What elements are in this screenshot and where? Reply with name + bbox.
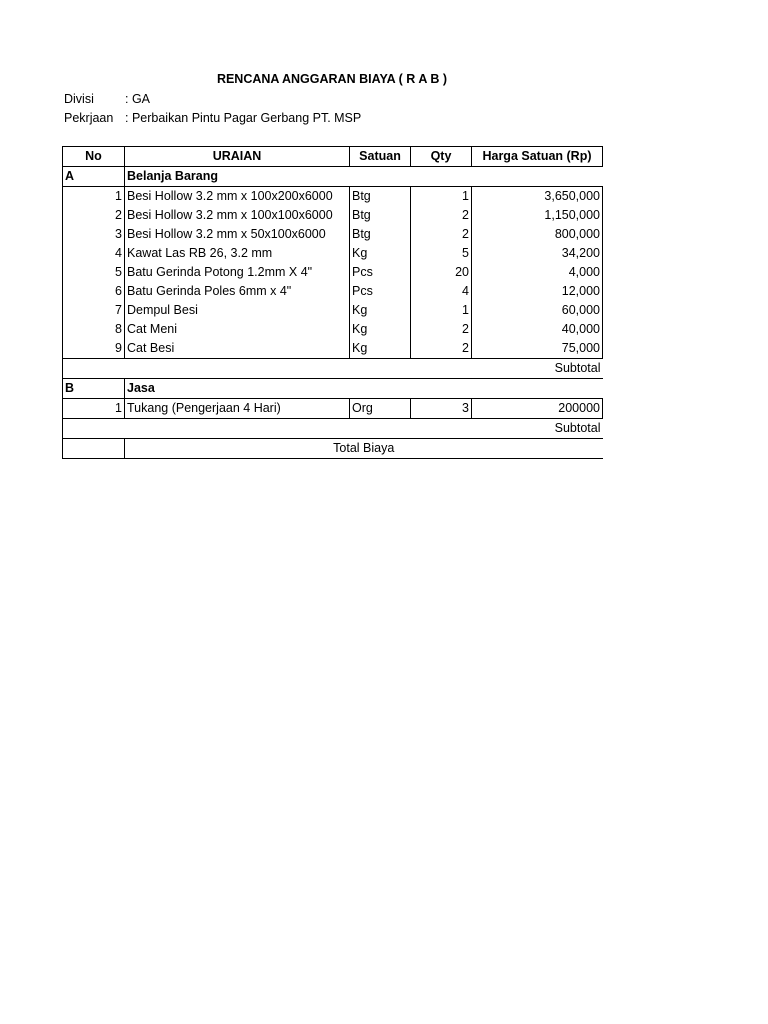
item-qty: 1 [411, 187, 472, 207]
section-a-heading-row [63, 167, 603, 187]
subtotal-row [63, 359, 603, 379]
item-harga: 12,000 [472, 282, 603, 301]
item-harga: 1,150,000 [472, 206, 603, 225]
document-title: RENCANA ANGGARAN BIAYA ( R A B ) [216, 72, 448, 86]
item-harga: 800,000 [472, 225, 603, 244]
item-harga: 75,000 [472, 339, 603, 359]
item-no: 5 [63, 263, 125, 282]
header-uraian: URAIAN [125, 147, 350, 167]
subtotal-label: Subtotal [63, 359, 603, 379]
item-no: 1 [63, 399, 125, 419]
meta-label: Divisi [64, 92, 94, 106]
item-no: 6 [63, 282, 125, 301]
item-harga: 40,000 [472, 320, 603, 339]
item-uraian: Dempul Besi [125, 301, 350, 320]
section-name: Belanja Barang [125, 167, 603, 187]
section-b-heading-row [63, 379, 603, 399]
table-row [63, 225, 603, 244]
item-no: 4 [63, 244, 125, 263]
item-uraian: Cat Meni [125, 320, 350, 339]
table-row [63, 399, 603, 419]
meta-label: Pekrjaan [64, 111, 114, 125]
meta-value: : Perbaikan Pintu Pagar Gerbang PT. MSP [125, 111, 362, 125]
item-satuan: Pcs [350, 282, 411, 301]
section-code: B [63, 379, 125, 399]
item-qty: 2 [411, 320, 472, 339]
total-row [63, 439, 603, 459]
item-qty: 3 [411, 399, 472, 419]
meta-pekerjaan [64, 109, 361, 127]
header-harga: Harga Satuan (Rp) [472, 147, 603, 167]
item-satuan: Btg [350, 187, 411, 207]
item-harga: 200000 [472, 399, 603, 419]
section-name: Jasa [125, 379, 603, 399]
item-uraian: Batu Gerinda Potong 1.2mm X 4" [125, 263, 350, 282]
table-row [63, 244, 603, 263]
item-satuan: Kg [350, 244, 411, 263]
item-no: 9 [63, 339, 125, 359]
item-uraian: Besi Hollow 3.2 mm x 100x200x6000 [125, 187, 350, 207]
total-label: Total Biaya [125, 439, 603, 459]
item-no: 3 [63, 225, 125, 244]
table-row [63, 320, 603, 339]
meta-value: : GA [125, 92, 151, 106]
table-row [63, 301, 603, 320]
table-row [63, 263, 603, 282]
item-uraian: Batu Gerinda Poles 6mm x 4" [125, 282, 350, 301]
table-row [63, 339, 603, 359]
item-harga: 60,000 [472, 301, 603, 320]
header-no: No [63, 147, 125, 167]
meta-divisi [64, 90, 150, 108]
subtotal-label: Subtotal [63, 419, 603, 439]
item-no: 2 [63, 206, 125, 225]
item-qty: 1 [411, 301, 472, 320]
item-no: 1 [63, 187, 125, 207]
table-row [63, 282, 603, 301]
item-uraian: Besi Hollow 3.2 mm x 50x100x6000 [125, 225, 350, 244]
item-qty: 2 [411, 206, 472, 225]
section-code: A [63, 167, 125, 187]
table-body [63, 167, 603, 459]
item-satuan: Kg [350, 339, 411, 359]
item-qty: 4 [411, 282, 472, 301]
table-row [63, 206, 603, 225]
header-satuan: Satuan [350, 147, 411, 167]
header-qty: Qty [411, 147, 472, 167]
item-harga: 4,000 [472, 263, 603, 282]
item-uraian: Cat Besi [125, 339, 350, 359]
item-qty: 2 [411, 339, 472, 359]
item-qty: 2 [411, 225, 472, 244]
item-satuan: Pcs [350, 263, 411, 282]
item-uraian: Kawat Las RB 26, 3.2 mm [125, 244, 350, 263]
item-no: 8 [63, 320, 125, 339]
item-qty: 5 [411, 244, 472, 263]
rab-table [62, 146, 603, 459]
item-satuan: Org [350, 399, 411, 419]
total-blank [63, 439, 125, 459]
item-no: 7 [63, 301, 125, 320]
item-qty: 20 [411, 263, 472, 282]
item-uraian: Tukang (Pengerjaan 4 Hari) [125, 399, 350, 419]
item-uraian: Besi Hollow 3.2 mm x 100x100x6000 [125, 206, 350, 225]
item-harga: 3,650,000 [472, 187, 603, 207]
subtotal-row [63, 419, 603, 439]
item-satuan: Kg [350, 320, 411, 339]
table-row [63, 187, 603, 207]
item-satuan: Kg [350, 301, 411, 320]
item-harga: 34,200 [472, 244, 603, 263]
item-satuan: Btg [350, 225, 411, 244]
item-satuan: Btg [350, 206, 411, 225]
table-header-row [63, 147, 603, 167]
